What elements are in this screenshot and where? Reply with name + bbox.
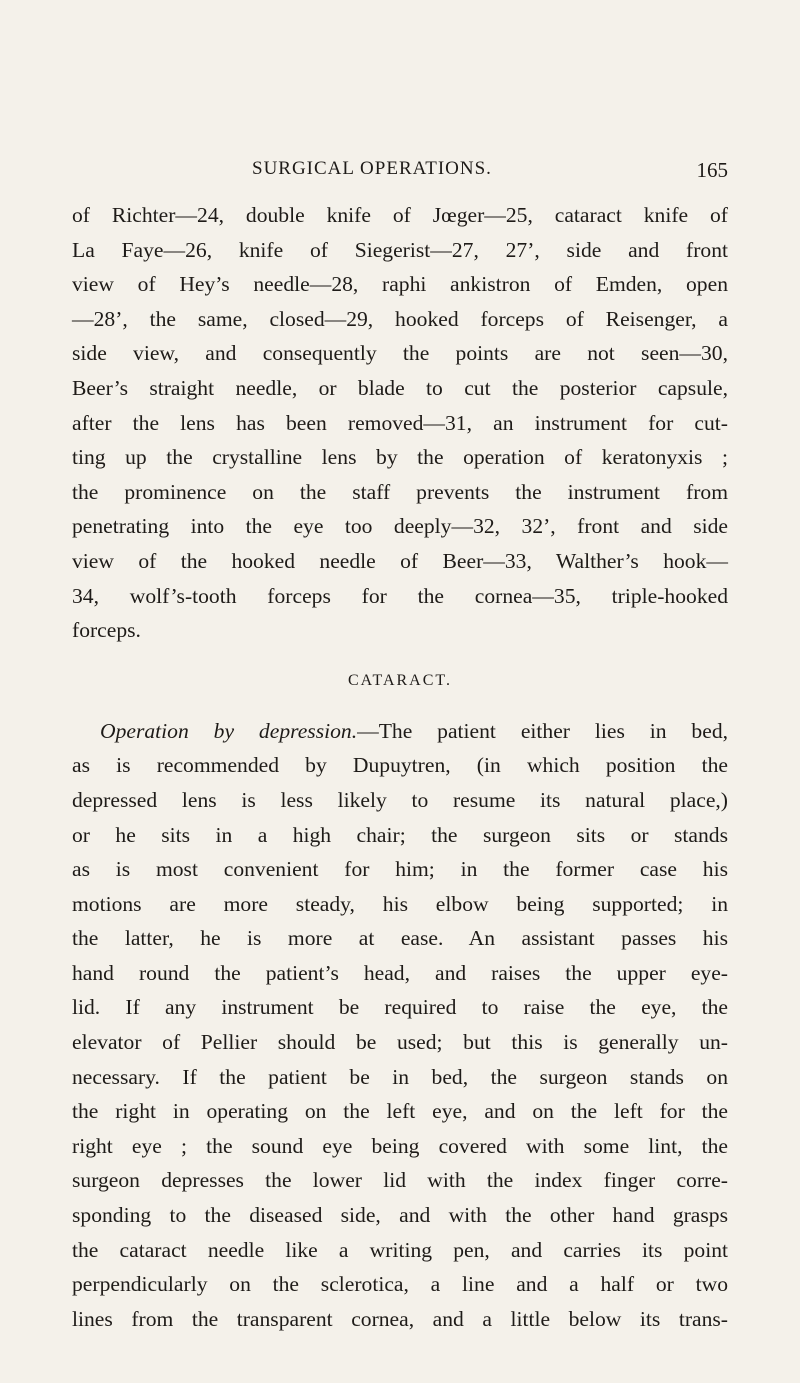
text-line: forceps. xyxy=(72,618,141,643)
text-line: La Faye—26, knife of Siegerist—27, 27’, side and front xyxy=(72,237,728,262)
text-line: penetrating into the eye too deeply—32, 32’, front and side xyxy=(72,514,728,539)
text-line: necessary. If the patient be in bed, the surgeon stands on xyxy=(72,1064,728,1089)
text-line: or he sits in a high chair; the surgeon sits or stands xyxy=(72,822,728,847)
text-line: elevator of Pellier should be used; but this is generally un- xyxy=(72,1030,728,1055)
text-line: as is recommended by Dupuytren, (in which position the xyxy=(72,753,728,778)
text-line: the prominence on the staff prevents the instrument from xyxy=(72,479,728,504)
text-line-lead xyxy=(72,714,728,749)
paragraph-instrument-list xyxy=(72,198,728,648)
text-line: surgeon depresses the lower lid with the index finger corre- xyxy=(72,1168,728,1193)
paragraph-depression xyxy=(72,714,728,1337)
text-line: the latter, he is more at ease. An assistant passes his xyxy=(72,926,728,951)
body-text xyxy=(72,198,728,1336)
run-in-heading: Operation by depression. xyxy=(100,718,358,743)
text-line: —28’, the same, closed—29, hooked forceps of Reisenger, a xyxy=(72,306,728,331)
text-line: lines from the transparent cornea, and a little below its trans- xyxy=(72,1306,728,1331)
page-number: 165 xyxy=(696,158,728,182)
text-line: Beer’s straight needle, or blade to cut the posterior capsule, xyxy=(72,375,728,400)
text-line: after the lens has been removed—31, an instrument for cut- xyxy=(72,410,728,435)
text-line: the right in operating on the left eye, and on the left for the xyxy=(72,1099,728,1124)
text-line: perpendicularly on the sclerotica, a line and a half or two xyxy=(72,1272,728,1297)
lead-text: —The patient either lies in bed, xyxy=(357,718,729,743)
section-heading: CATARACT. xyxy=(348,671,452,689)
text-line: view of the hooked needle of Beer—33, Walther’s hook— xyxy=(72,548,728,573)
text-line: the cataract needle like a writing pen, and carries its point xyxy=(72,1237,728,1262)
running-title: SURGICAL OPERATIONS. xyxy=(252,158,492,179)
text-line: view of Hey’s needle—28, raphi ankistron of Emden, open xyxy=(72,272,728,297)
text-line: of Richter—24, double knife of Jœger—25, cataract knife of xyxy=(72,203,728,227)
text-line: 34, wolf’s-tooth forceps for the cornea—35, triple-hooked xyxy=(72,583,728,608)
text-line: depressed lens is less likely to resume its natural place,) xyxy=(72,787,728,812)
text-line: right eye ; the sound eye being covered with some lint, the xyxy=(72,1133,728,1158)
text-line: hand round the patient’s head, and raises the upper eye- xyxy=(72,960,728,985)
text-line: motions are more steady, his elbow being supported; in xyxy=(72,891,728,916)
text-line: sponding to the diseased side, and with the other hand grasps xyxy=(72,1203,728,1228)
text-line: as is most convenient for him; in the former case his xyxy=(72,857,728,882)
text-line: lid. If any instrument be required to raise the eye, the xyxy=(72,995,728,1020)
text-line: ting up the crystalline lens by the operation of keratonyxis ; xyxy=(72,445,728,470)
text-line: side view, and consequently the points are not seen—30, xyxy=(72,341,728,366)
running-head xyxy=(72,158,728,188)
